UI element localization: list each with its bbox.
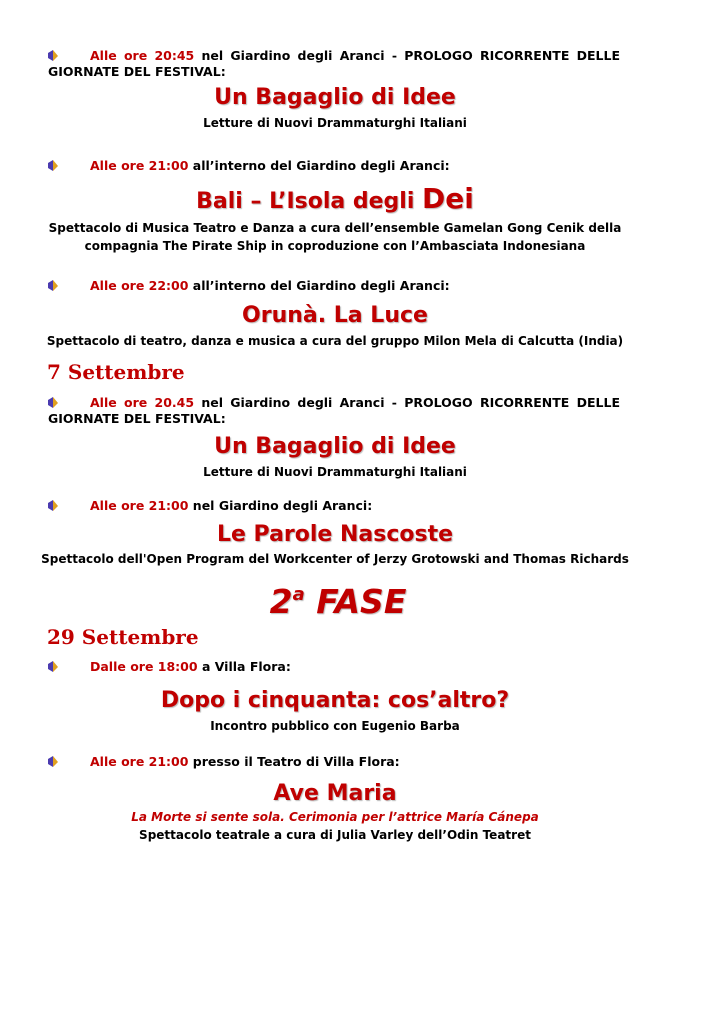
date-heading: 7 Settembre <box>47 360 185 384</box>
event-description: Spettacolo teatrale a cura di Julia Varley dell’Odin Teatret <box>139 828 531 842</box>
event-description: Incontro pubblico con Eugenio Barba <box>210 719 460 733</box>
event-title-main: Bali – L’Isola degli <box>196 189 423 214</box>
arrow-bullet-icon <box>48 157 90 171</box>
event-time: Alle ore 20:45 <box>90 48 195 63</box>
event-description: Letture di Nuovi Drammaturghi Italiani <box>203 116 467 130</box>
event-subtitle: La Morte si sente sola. Cerimonia per l’attrice María Cánepa <box>131 810 539 824</box>
event-place: all’interno del Giardino degli Aranci: <box>188 158 450 173</box>
event-schedule-line <box>48 497 620 514</box>
event-title: Le Parole Nascoste <box>216 522 454 547</box>
event-time: Alle ore 21:00 <box>90 498 189 513</box>
event-description: Spettacolo dell'Open Program del Workcenter of Jerzy Grotowski and Thomas Richards <box>41 552 629 566</box>
arrow-bullet-icon <box>48 753 90 767</box>
arrow-bullet-icon <box>48 47 90 61</box>
phase-ordinal: a <box>292 584 305 605</box>
event-description: Spettacolo di Musica Teatro e Danza a cura dell’ensemble Gamelan Gong Cenik della <box>48 221 622 235</box>
phase-label: FASE <box>304 582 407 621</box>
date-heading: 29 Settembre <box>47 625 199 649</box>
arrow-bullet-icon <box>48 497 90 511</box>
event-schedule-line <box>48 157 620 174</box>
event-time: Dalle ore 18:00 <box>90 659 198 674</box>
arrow-bullet-icon <box>48 277 90 291</box>
event-place: nel Giardino degli Aranci: <box>188 498 373 513</box>
event-schedule-line <box>48 753 620 770</box>
event-time: Alle ore 21:00 <box>90 158 189 173</box>
phase-number: 2 <box>269 582 293 621</box>
event-title: Orunà. La Luce <box>242 303 428 328</box>
arrow-bullet-icon <box>48 658 90 672</box>
event-time: Alle ore 20.45 <box>90 395 195 410</box>
event-place-cont: GIORNATE DEL FESTIVAL: <box>48 411 226 426</box>
event-place: nel Giardino degli Aranci - PROLOGO RICORRENTE DELLE <box>194 395 620 410</box>
event-place: a Villa Flora: <box>197 659 291 674</box>
event-title: Ave Maria <box>273 781 397 806</box>
event-schedule-line <box>48 658 620 675</box>
event-description: compagnia The Pirate Ship in coproduzione con l’Ambasciata Indonesiana <box>84 239 586 253</box>
event-schedule-line-cont <box>48 63 620 80</box>
phase-heading <box>0 582 676 621</box>
event-schedule-line <box>48 47 620 64</box>
event-schedule-line-cont <box>48 410 620 427</box>
event-time: Alle ore 22:00 <box>90 278 189 293</box>
event-schedule-line <box>48 394 620 411</box>
event-schedule-line <box>48 277 620 294</box>
event-description: Letture di Nuovi Drammaturghi Italiani <box>203 465 467 479</box>
event-title-emph: Dei <box>422 182 474 215</box>
event-place: nel Giardino degli Aranci - PROLOGO RICORRENTE DELLE <box>194 48 620 63</box>
event-place-cont: GIORNATE DEL FESTIVAL: <box>48 64 226 79</box>
event-title: Un Bagaglio di Idee <box>214 434 456 459</box>
event-title: Dopo i cinquanta: cos’altro? <box>160 688 510 713</box>
event-title <box>0 182 670 215</box>
arrow-bullet-icon <box>48 394 90 408</box>
event-place: presso il Teatro di Villa Flora: <box>188 754 400 769</box>
event-title: Un Bagaglio di Idee <box>214 85 456 110</box>
event-time: Alle ore 21:00 <box>90 754 189 769</box>
event-place: all’interno del Giardino degli Aranci: <box>188 278 450 293</box>
event-description: Spettacolo di teatro, danza e musica a cura del gruppo Milon Mela di Calcutta (India) <box>46 334 624 348</box>
